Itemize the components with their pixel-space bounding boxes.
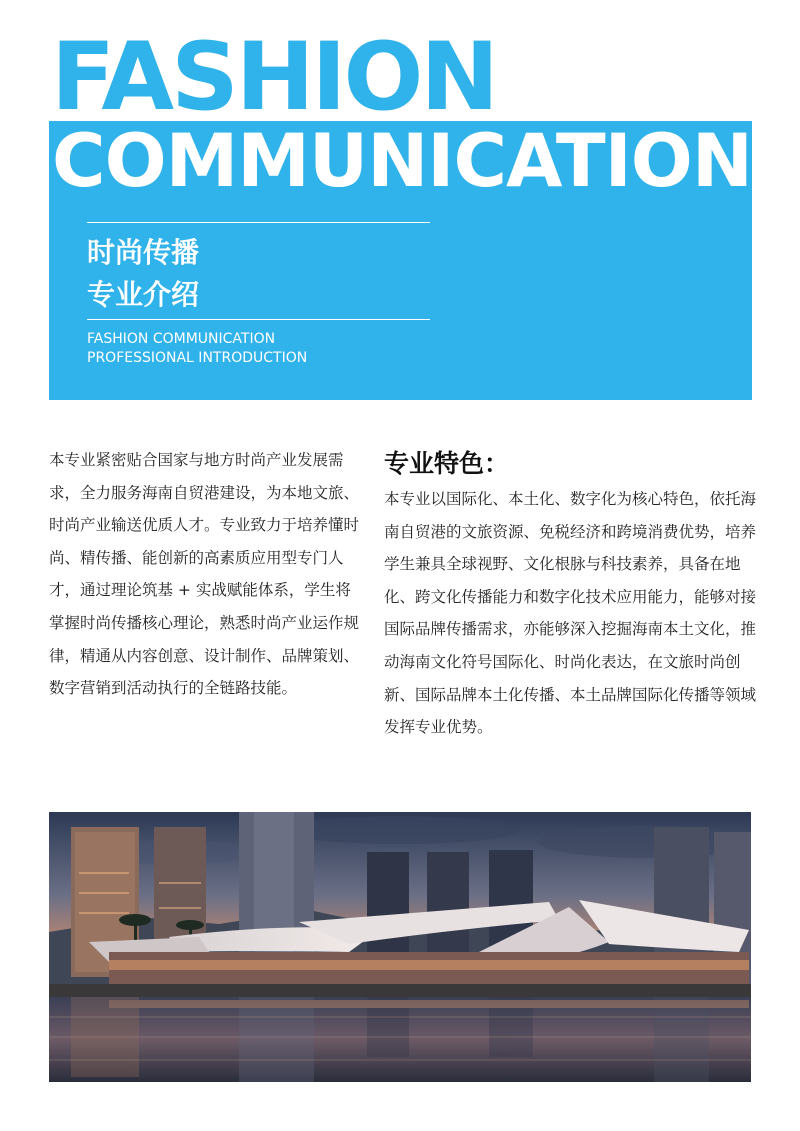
intro-paragraph: 本专业紧密贴合国家与地方时尚产业发展需求，全力服务海南自贸港建设，为本地文旅、时尚产业输送优质人才。专业致力于培养懂时尚、精传播、能创新的高素质应用型专门人才，通过理论筑基 + 实战赋能体系，学生将掌握时尚传播核心理论，熟悉时尚产业运作规律，精通从内容创意、设计制作、品牌策划、数字营销到活动执行的全链路技能。 [49, 451, 360, 698]
english-subtitle [87, 330, 307, 368]
title-fashion: FASHION [51, 23, 497, 132]
features-paragraph: 本专业以国际化、本土化、数字化为核心特色，依托海南自贸港的文旅资源、免税经济和跨境消费优势，培养学生兼具全球视野、文化根脉与科技素养，具备在地化、跨文化传播能力和数字化技术应用能力，能够对接国际品牌传播需求，亦能够深入挖掘海南本土文化，推动海南文化符号国际化、时尚化表达，在文旅时尚创新、国际品牌本土化传播、本土品牌国际化传播等领域发挥专业优势。 [384, 490, 757, 737]
chinese-heading-line2: 专业介绍 [87, 278, 200, 311]
features-title: 专业特色： [384, 449, 510, 478]
english-subtitle-line2: PROFESSIONAL INTRODUCTION [87, 350, 308, 366]
chinese-heading-line1: 时尚传播 [87, 236, 200, 269]
english-subtitle-line1: FASHION COMMUNICATION [87, 331, 276, 347]
divider-top [87, 222, 430, 223]
chinese-heading [87, 232, 199, 316]
title-communication: COMMUNICATION [52, 119, 752, 204]
waterfront-architecture-photo [49, 812, 751, 1082]
divider-bottom [87, 319, 430, 320]
